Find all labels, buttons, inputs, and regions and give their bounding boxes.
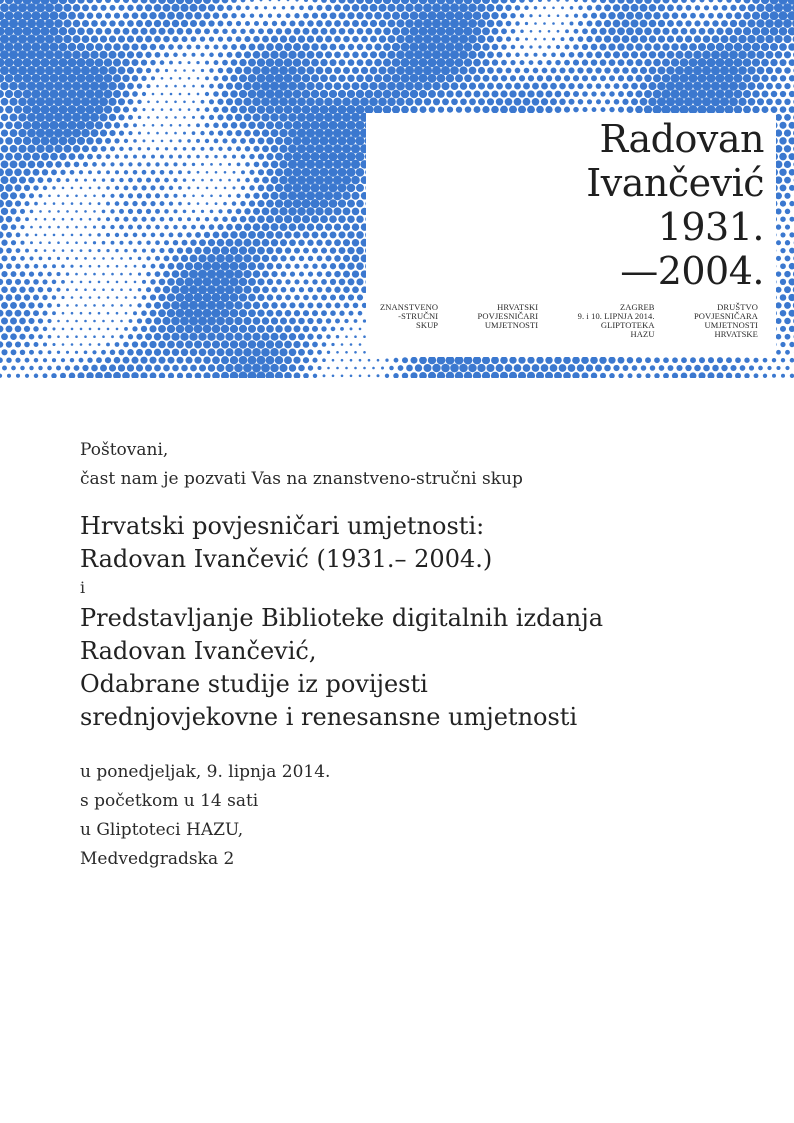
details-date: u ponedjeljak, 9. lipnja 2014.	[80, 762, 331, 782]
meta-text: ZAGREB	[619, 302, 655, 312]
greeting-line: čast nam je pozvati Vas na znanstveno-stručni skup	[80, 469, 523, 489]
presentation-line: srednjovjekovne i renesansne umjetnosti	[80, 703, 578, 731]
card-title	[586, 117, 764, 293]
event-title	[80, 510, 760, 734]
presentation-line: Odabrane studije iz povijesti	[80, 670, 428, 698]
meta-text: HRVATSKI	[497, 302, 539, 312]
meta-text: GLIPTOTEKA	[600, 320, 655, 330]
title-card	[366, 113, 776, 357]
event-conjunction: i	[80, 578, 86, 597]
meta-text: SKUP	[416, 320, 439, 330]
meta-text: ZNANSTVENO	[380, 302, 439, 312]
meta-column-topic	[478, 303, 539, 339]
presentation-line: Radovan Ivančević,	[80, 637, 317, 665]
title-line: Ivančević	[586, 161, 764, 205]
meta-text: DRUŠTVO	[717, 302, 758, 312]
meta-text: 9. i 10. LIPNJA 2014.	[577, 311, 655, 321]
meta-text: POVJESNIČARI	[477, 311, 539, 321]
event-details	[80, 758, 760, 874]
event-title-line: Radovan Ivančević (1931.– 2004.)	[80, 545, 493, 573]
title-line: —2004.	[620, 249, 764, 293]
meta-column-type	[380, 303, 438, 339]
meta-column-place-date	[578, 303, 655, 339]
greeting-line: Poštovani,	[80, 440, 169, 460]
title-line: Radovan	[599, 117, 764, 161]
details-time: s početkom u 14 sati	[80, 791, 259, 811]
meta-text: UMJETNOSTI	[484, 320, 539, 330]
greeting	[80, 436, 760, 494]
meta-text: UMJETNOSTI	[704, 320, 758, 330]
title-line: 1931.	[657, 205, 764, 249]
meta-text: -STRUČNI	[398, 311, 439, 321]
meta-text: HRVATSKE	[714, 329, 758, 339]
details-venue: u Gliptoteci HAZU,	[80, 820, 244, 840]
meta-text: POVJESNIČARA	[693, 311, 758, 321]
presentation-line: Predstavljanje Biblioteke digitalnih izdanja	[80, 604, 603, 632]
meta-text: HAZU	[630, 329, 655, 339]
event-title-line: Hrvatski povjesničari umjetnosti:	[80, 512, 485, 540]
invitation-body	[80, 436, 760, 874]
meta-column-organizer	[694, 303, 758, 339]
details-address: Medvedgradska 2	[80, 849, 235, 869]
card-meta	[380, 303, 758, 339]
